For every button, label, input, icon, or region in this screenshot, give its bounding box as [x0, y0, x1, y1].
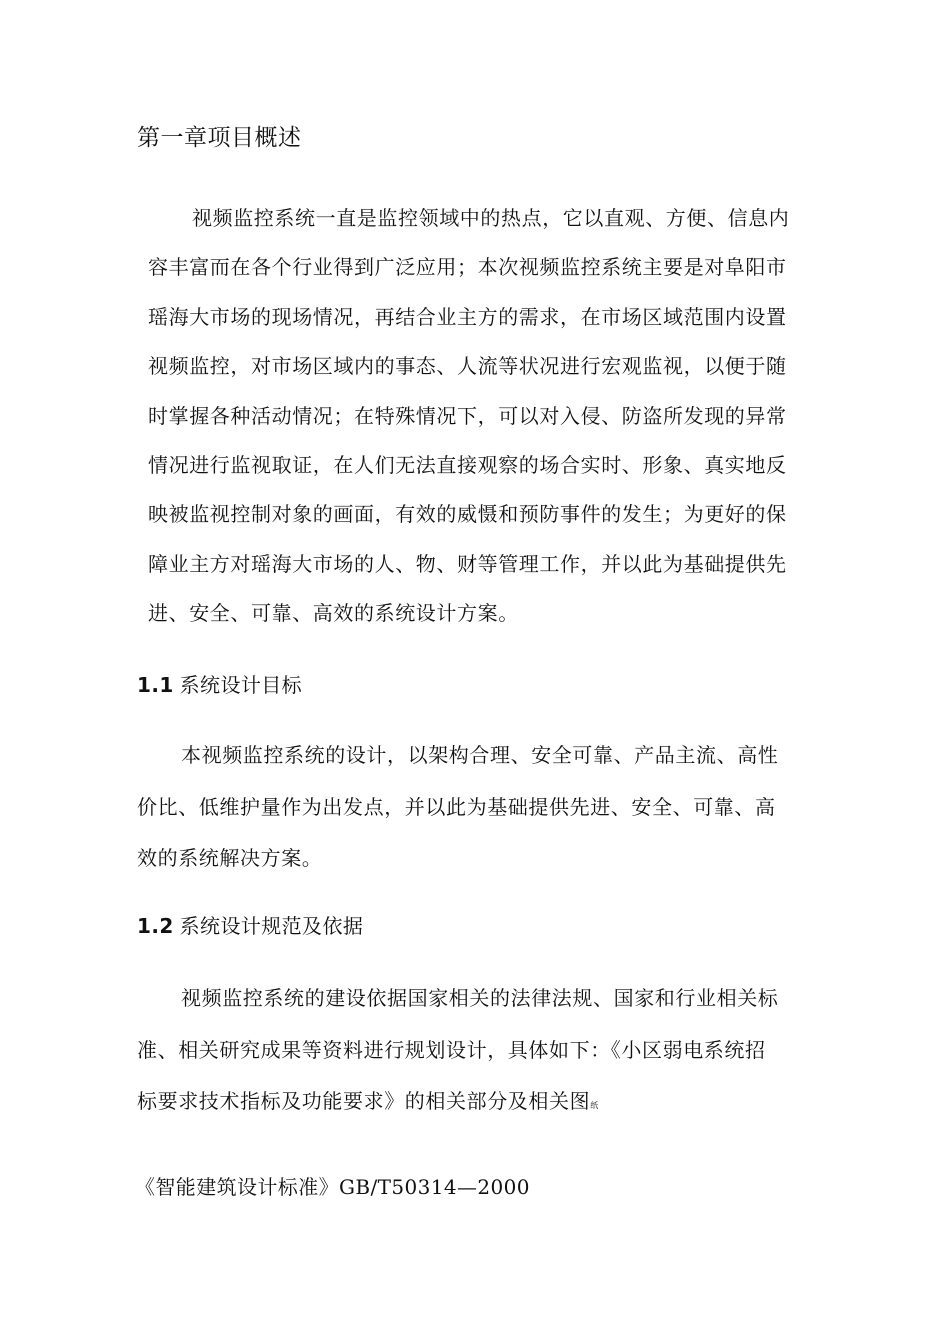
paragraph-line: 视频监控，对市场区域内的事态、人流等状况进行宏观监视，以便于随 [148, 354, 787, 379]
section-heading-1-2 [137, 910, 363, 942]
paragraph-line: 视频监控系统一直是监控领域中的热点，它以直观、方便、信息内 [192, 206, 790, 230]
paragraph-line [137, 1076, 778, 1132]
design-goal-paragraph [137, 730, 778, 885]
paragraph-line: 障业主方对瑶海大市场的人、物、财等管理工作，并以此为基础提供先 [148, 551, 787, 576]
overview-paragraph [148, 194, 789, 639]
truncated-glyph: 纸 [590, 1101, 599, 1110]
paragraph-line: 价比、低维护量作为出发点，并以此为基础提供先进、安全、可靠、高 [137, 794, 776, 819]
section-number: 1.2 [137, 914, 174, 938]
standard-reference: 《智能建筑设计标准》GB/T50314—2000 [135, 1175, 530, 1199]
paragraph-line: 视频监控系统的建设依据国家相关的法律法规、国家和行业相关标 [181, 986, 779, 1010]
paragraph-line: 瑶海大市场的现场情况，再结合业主方的需求，在市场区域范围内设置 [148, 304, 787, 329]
paragraph-line: 容丰富而在各个行业得到广泛应用；本次视频监控系统主要是对阜阳市 [148, 255, 787, 280]
paragraph-line: 映被监视控制对象的画面，有效的威慑和预防事件的发生；为更好的保 [148, 502, 787, 527]
section-title: 系统设计目标 [179, 673, 303, 697]
section-title: 系统设计规范及依据 [179, 914, 364, 938]
paragraph-line: 效的系统解决方案。 [137, 846, 323, 870]
paragraph-line: 进、安全、可靠、高效的系统设计方案。 [148, 601, 519, 626]
paragraph-line: 时掌握各种活动情况；在特殊情况下，可以对入侵、防盗所发现的异常 [148, 403, 787, 428]
design-basis-paragraph [137, 973, 778, 1132]
paragraph-line: 准、相关研究成果等资料进行规划设计，具体如下：《小区弱电系统招 [137, 1037, 766, 1062]
paragraph-line-text: 标要求技术指标及功能要求》的相关部分及相关图 [137, 1089, 591, 1113]
section-number: 1.1 [137, 673, 174, 697]
paragraph-line: 情况进行监视取证，在人们无法直接观察的场合实时、形象、真实地反 [148, 453, 787, 478]
section-heading-1-1 [137, 669, 302, 701]
paragraph-line: 本视频监控系统的设计，以架构合理、安全可靠、产品主流、高性 [181, 743, 779, 767]
chapter-title: 第一章项目概述 [137, 125, 302, 151]
